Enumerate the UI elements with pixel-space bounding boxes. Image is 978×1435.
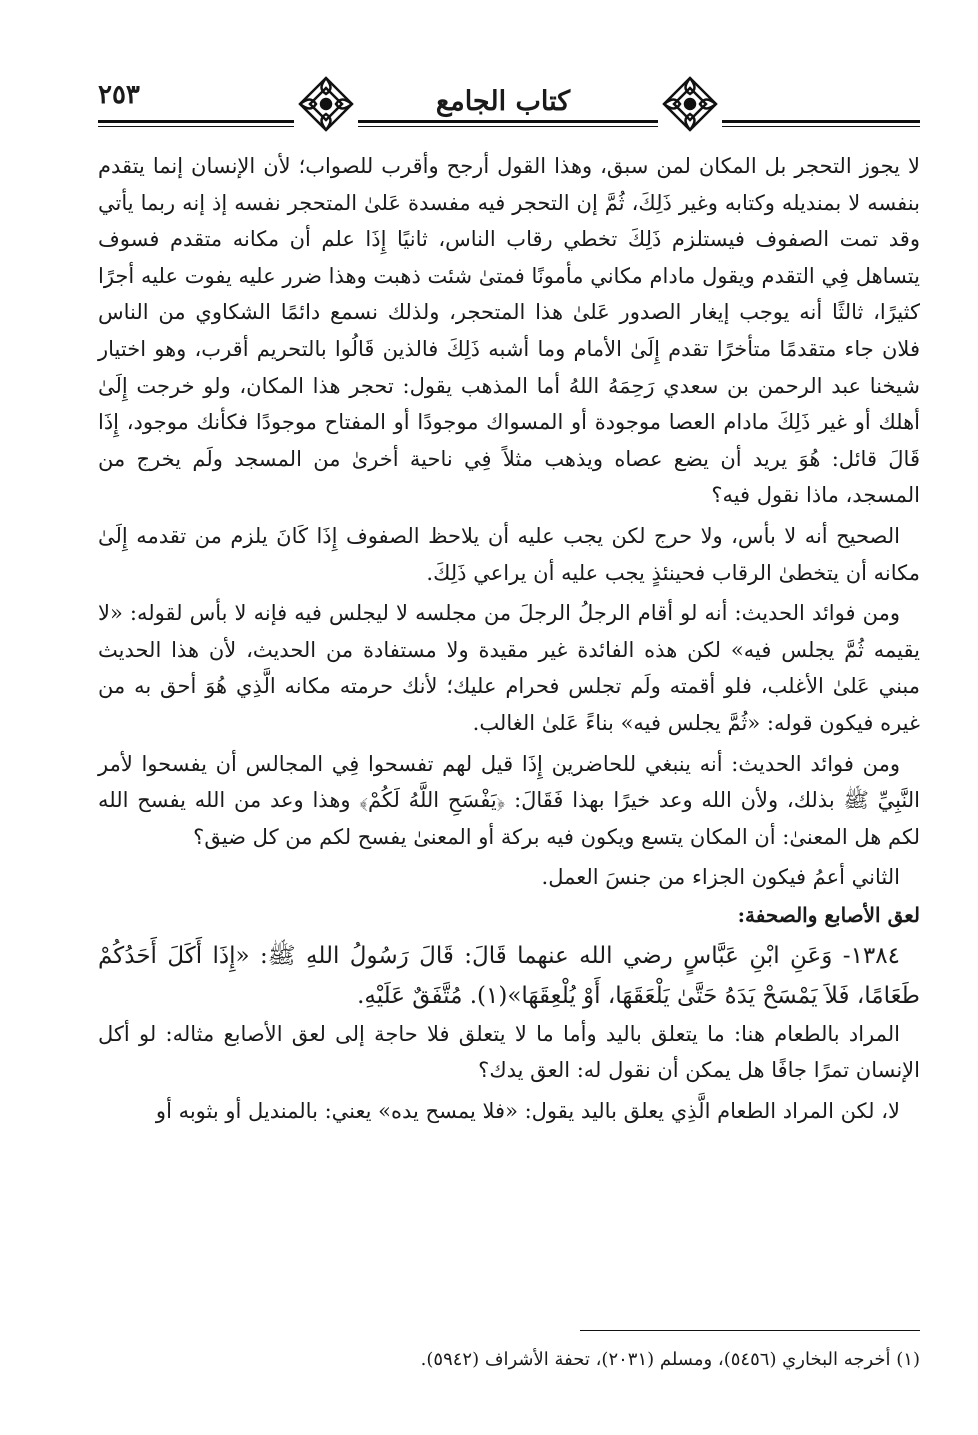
page-body [98, 148, 920, 1130]
footnote: (١) أخرجه البخاري (٥٤٥٦)، ومسلم (٢٠٣١)، تحفة الأشراف (٥٩٤٢). [420, 1349, 920, 1370]
paragraph-3: ومن فوائد الحديث: أنه لو أقام الرجلُ الرجلَ من مجلسه لا ليجلس فيه فإنه لا بأس لقوله: «لا يقيمه ثُمَّ يجلس فيه» لكن هذه الفائدة غير مقيدة ولا مستفادة من الحديث، لأن هذا الحديث مبني عَلىٰ الأغلب، فلو أقمته ولَم تجلس فحرام عليك؛ لأنك حرمته مكانه الَّذِي هُوَ أحق به من غيره فيكون قوله: «ثُمَّ يجلس فيه» بناءً عَلىٰ الغالب. [98, 601, 920, 735]
section-heading: لعق الأصابع والصحفة: [737, 902, 920, 927]
paragraph-7: لا، لكن المراد الطعام الَّذِي يعلق باليد يقول: «فلا يمسح يده» يعني: بالمنديل أو بثوبه أو [155, 1099, 900, 1124]
paragraph-1: لا يجوز التحجر بل المكان لمن سبق، وهذا القول أرجح وأقرب للصواب؛ لأن الإنسان إنما يتقدم بنفسه لا بمنديله وكتابه وغير ذَلِكَ، ثُمَّ إن التحجر فيه مفسدة عَلىٰ المتحجر نفسه إذ إنه ربما يأتي وقد تمت الصفوف فيستلزم ذَلِكَ تخطي رقاب الناس، ثانيًا إِذَا علم أن مكانه متقدم فسوف يتساهل فِي التقدم ويقول مادام مكاني مأمونًا فمتىٰ شئت ذهبت وهذا ضرر عليه يفوت عليه أجرًا كثيرًا، ثالثًا أنه يوجب إيغار الصدور عَلىٰ هذا المتحجر، ولذلك نسمع دائمًا الشكاوي من الناس فلان جاء متقدمًا متأخرًا تقدم إِلَىٰ الأمام وما أشبه ذَلِكَ فالذين قَالُوا بالتحريم أقرب، وهو اختيار شيخنا عبد الرحمن بن سعدي رَحِمَهُ اللهُ أما المذهب يقول: تحجر هذا المكان، ولو خرجت إِلَىٰ أهلك أو غير ذَلِكَ مادام العصا موجودة أو المسواك موجودًا أو المفتاح موجودًا فكأنك موجود، إِذَا قَالَ قائل: هُوَ يريد أن يضع عصاه ويذهب مثلاً فِي ناحية أخرىٰ من المسجد ولَم يخرج من المسجد، ماذا نقول فيه؟ [98, 154, 921, 508]
ornament-right-icon [658, 72, 722, 136]
header-rule [98, 120, 920, 129]
hadith-text: ١٣٨٤- وَعَنِ ابْنِ عَبَّاسٍ رضي الله عنهما قَالَ: قَالَ رَسُولُ اللهِ ﷺ: «إِذَا أَكَلَ أَحَدُكُمْ طَعَامًا، فَلاَ يَمْسَحْ يَدَهُ حَتَّىٰ يَلْعَقَهَا، أَوْ يُلْعِقَهَا»(١). مُتَّفَقٌ عَلَيْهِ. [98, 942, 920, 1009]
paragraph-6: المراد بالطعام هنا: ما يتعلق باليد وأما ما لا يتعلق فلا حاجة إلى لعق الأصابع مثاله: لو أكل الإنسان تمرًا جافًا هل يمكن أن نقول له: العق يدك؟ [98, 1021, 920, 1083]
ornament-left-icon [294, 72, 358, 136]
footnote-rule [580, 1330, 920, 1331]
page-header [98, 72, 920, 136]
running-title: كتاب الجامع [435, 86, 571, 117]
paragraph-4: ومن فوائد الحديث: أنه ينبغي للحاضرين إِذَا قيل لهم تفسحوا فِي المجالس أن يفسحوا لأمر النَّبِيِّ ﷺ بذلك، ولأن الله وعد خيرًا بهذا فَقَالَ: ﴿يَفْسَحِ اللَّهُ لَكُمْ﴾ وهذا وعد من الله يفسح الله لكم هل المعنىٰ: أن المكان يتسع ويكون فيه بركة أو المعنىٰ يفسح لكم من كل ضيق؟ [98, 751, 920, 849]
page-number: ٢٥٣ [98, 80, 140, 110]
paragraph-5: الثاني أعمُ فيكون الجزاء من جنسَ العمل. [541, 865, 900, 890]
paragraph-2: الصحيح أنه لا بأس، ولا حرج لكن يجب عليه أن يلاحظ الصفوف إِذَا كَانَ يلزم من تقدمه إِلَىٰ مكانه أن يتخطىٰ الرقاب فحينئذٍ يجب عليه أن يراعي ذَلِكَ. [98, 523, 920, 585]
